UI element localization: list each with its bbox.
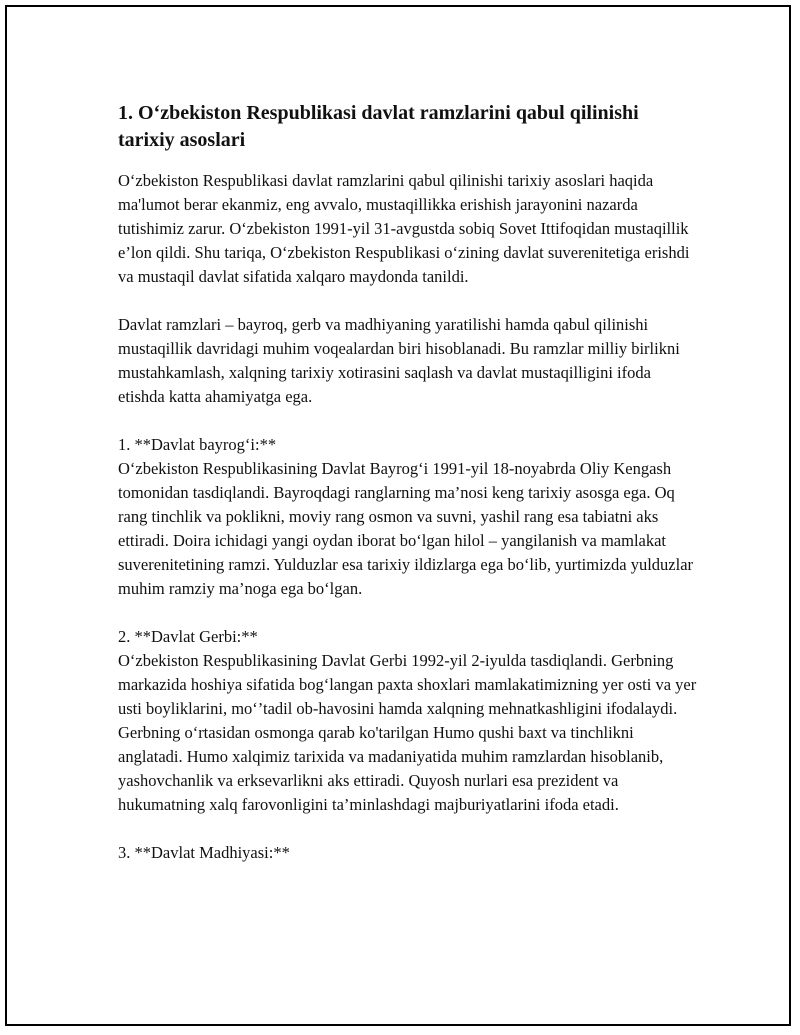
section-emblem-heading: 2. **Davlat Gerbi:** <box>118 627 258 646</box>
intro-paragraph: O‘zbekiston Respublikasi davlat ramzlarini qabul qilinishi tarixiy asoslari haqida ma'lumot berar ekanmiz, eng avvalo, mustaqillikka erishish jarayonini nazarda tutishimiz zarur. O‘zbekiston 1991-yil 31-avgustda sobiq Sovet Ittifoqidan mustaqillik e’lon qildi. Shu tariqa, O‘zbekiston Respublikasi o‘zining davlat suverenitetiga erishdi va mustaqil davlat sifatida xalqaro maydonda tanildi. <box>118 171 690 286</box>
document-page <box>5 5 791 1026</box>
symbols-paragraph: Davlat ramzlari – bayroq, gerb va madhiyaning yaratilishi hamda qabul qilinishi mustaqillik davridagi muhim voqealardan biri hisoblanadi. Bu ramzlar milliy birlikni mustahkamlash, xalqning tarixiy xotirasini saqlash va davlat mustaqilligini ifoda etishda katta ahamiyatga ega. <box>118 315 680 406</box>
section-flag <box>118 433 698 601</box>
section-anthem-heading: 3. **Davlat Madhiyasi:** <box>118 843 290 862</box>
section-flag-text: O‘zbekiston Respublikasining Davlat Bayrog‘i 1991-yil 18-noyabrda Oliy Kengash tomonidan tasdiqlandi. Bayroqdagi ranglarning ma’nosi keng tarixiy asosga ega. Oq rang tinchlik va poklikni, moviy rang osmon va suvni, yashil rang esa tabiatni aks ettiradi. Doira ichidagi yangi oydan iborat bo‘lgan hilol – yangilanish va mamlakat suverenitetining ramzi. Yulduzlar esa tarixiy ildizlarga ega bo‘lib, yurtimizda yulduzlar muhim ramziy ma’noga ega bo‘lgan. <box>118 459 694 598</box>
section-emblem-text: O‘zbekiston Respublikasining Davlat Gerbi 1992-yil 2-iyulda tasdiqlandi. Gerbning markazida hoshiya sifatida bog‘langan paxta shoxlari mamlakatimizning yer osti va yer usti boyliklarini, mo‘’tadil ob-havosini hamda xalqning mehnatkashligini ifodalaydi. Gerbning o‘rtasidan osmonga qarab ko'tarilgan Humo qushi baxt va tinchlikni anglatadi. Humo xalqimiz tarixida va madaniyatida muhim ramzlardan hisoblanib, yashovchanlik va erksevarlikni aks ettiradi. Quyosh nurlari esa prezident va hukumatning xalq farovonligini ta’minlashdagi majburiyatlarini ifoda etadi. <box>118 651 697 814</box>
document-content <box>118 100 698 889</box>
section-flag-heading: 1. **Davlat bayrog‘i:** <box>118 435 277 454</box>
document-title: 1. O‘zbekiston Respublikasi davlat ramzlarini qabul qilinishi tarixiy asoslari <box>118 102 639 151</box>
section-anthem <box>118 841 698 865</box>
section-emblem <box>118 625 698 817</box>
